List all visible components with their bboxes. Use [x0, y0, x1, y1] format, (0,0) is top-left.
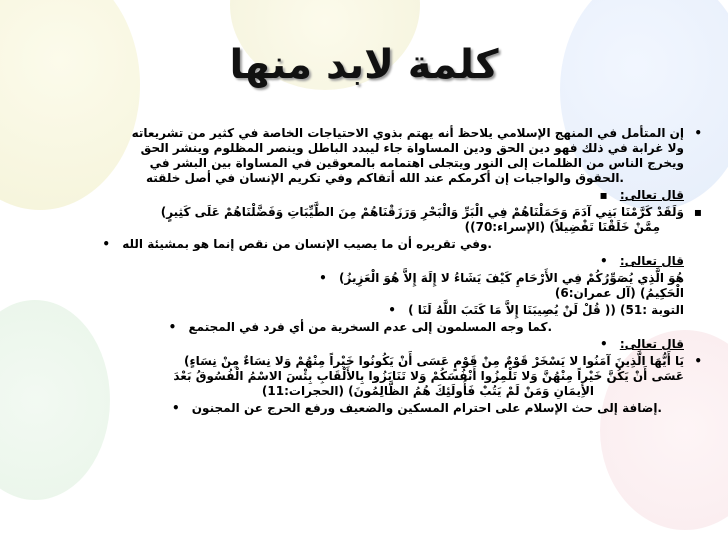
- verse-line: يَا أَيُّهَا الَّذِينَ آمَنُوا لا يَسْخَرْ قَوْمٌ مِنْ قَوْمٍ عَسَى أَنْ يَكُونُوا خَيْراً مِنْهُمْ وَلا نِسَاءٌ مِنْ نِسَاءٍ): [183, 354, 684, 368]
- paragraph-verse: [30, 271, 702, 301]
- bullet-marker: •: [171, 401, 180, 415]
- paragraph-verse: [30, 205, 702, 235]
- text-line: .إضافة إلى حث الإسلام على احترام المسكين والضعيف ورفع الحرج عن المجنون: [191, 401, 662, 415]
- paragraph-verse: [30, 354, 702, 399]
- verse-line: الْحَكِيمُ) (آل عمران:6): [554, 286, 684, 300]
- verse-line: [30, 271, 684, 286]
- bullet-marker: •: [694, 126, 702, 140]
- slide-content: [30, 126, 702, 416]
- text-line: إن المتأمل في المنهج الإسلامي يلاحظ أنه يهتم بذوي الاحتياجات الخاصة في كثير من تشريعاته: [131, 126, 684, 140]
- verse-line: مِمَّنْ خَلَقْنَا تَفْضِيلاً) (الإسراء:70)): [464, 220, 660, 234]
- verse-text: التوبة :51) (( قُلْ لَنْ يُصِيبَنَا إِلاَّ مَا كَتَبَ اللَّهُ لَنَا ): [408, 303, 684, 317]
- text-line: ولا غرابة في ذلك فهو دين الحق ودين المساواة جاء ليبدد الباطل وينصر المظلوم وينشر الحق: [140, 141, 684, 155]
- paragraph-intro: [30, 126, 702, 186]
- slide-title: كلمة لابد منها: [229, 42, 499, 88]
- label-text: قال تعالى:: [619, 188, 684, 202]
- paragraph-label: [30, 254, 702, 269]
- bullet-marker: •: [599, 254, 608, 268]
- paragraph-label: [30, 188, 702, 203]
- label-text: قال تعالى:: [619, 337, 684, 351]
- bullet-marker: •: [388, 303, 396, 317]
- paragraph-statement: [30, 237, 702, 252]
- text-line: ويخرج الناس من الظلمات إلى النور ويتجلى اهتمامه بالمعوقين في المساواة بين البشر في: [149, 156, 684, 170]
- bullet-marker: •: [168, 320, 177, 334]
- text-line: .كما وجه المسلمون إلى عدم السخرية من أي فرد في المجتمع: [188, 320, 552, 334]
- bullet-marker: •: [102, 237, 111, 251]
- text-line: .وفي تقريره أن ما يصيب الإنسان من نقص إنما هو بمشيئة الله: [122, 237, 492, 251]
- square-bullet-marker: ▪: [693, 205, 702, 219]
- label-text: قال تعالى:: [619, 254, 684, 268]
- verse-line: وَلَقَدْ كَرَّمْنَا بَنِي آدَمَ وَحَمَلْنَاهُمْ فِي الْبَرِّ وَالْبَحْرِ وَرَزَقْنَاهُمْ مِنَ الطَّيِّبَاتِ وَفَضَّلْنَاهُمْ عَلَى كَثِيرٍ): [160, 205, 684, 219]
- verse-line: عَسَى أَنْ يَكُنَّ خَيْراً مِنْهُنَّ وَلا تَلْمِزُوا أَنْفُسَكُمْ وَلا تَنَابَزُوا بِالأَلْقَابِ بِئْسَ الاسْمُ الْفُسُوقُ بَعْدَ: [173, 369, 684, 383]
- bullet-marker: •: [319, 271, 327, 285]
- paragraph-label: [30, 337, 702, 352]
- paragraph-verse: [30, 303, 702, 318]
- paragraph-statement: [30, 320, 702, 335]
- bullet-marker: •: [694, 354, 702, 368]
- square-bullet-marker: ▪: [599, 188, 608, 202]
- text-line: .الحقوق والواجبات إن أكرمكم عند الله أتقاكم وفي تكريم الإنسان في أصل خلقته: [146, 171, 624, 185]
- verse-line: الأِيمَانِ وَمَنْ لَمْ يَتُبْ فَأُولَئِكَ هُمُ الظَّالِمُونَ) (الحجرات:11): [261, 384, 594, 398]
- bullet-marker: •: [599, 337, 608, 351]
- paragraph-statement: [30, 401, 702, 416]
- verse-text: هُوَ الَّذِي يُصَوِّرُكُمْ فِي الأَرْحَامِ كَيْفَ يَشَاءُ لا إِلَهَ إِلاَّ هُوَ الْعَزِيزُ): [339, 271, 684, 285]
